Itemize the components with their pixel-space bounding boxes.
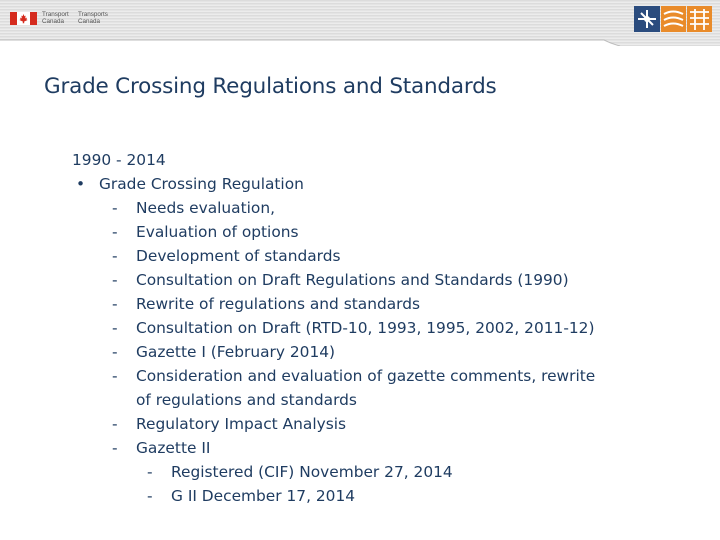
- list-item: Gazette II: [136, 439, 211, 457]
- list-dash: -: [112, 247, 118, 265]
- list-dash: -: [112, 199, 118, 217]
- canada-flag-icon: [10, 12, 37, 25]
- list-dash: -: [112, 343, 118, 361]
- bullet-text: Grade Crossing Regulation: [99, 175, 304, 193]
- list-item-continuation: of regulations and standards: [136, 391, 357, 409]
- list-dash: -: [112, 439, 118, 457]
- list-item: Evaluation of options: [136, 223, 299, 241]
- list-item: Consultation on Draft (RTD-10, 1993, 1995, 2002, 2011-12): [136, 319, 595, 337]
- sublist-dash: -: [147, 463, 153, 481]
- list-item: Consultation on Draft Regulations and Standards (1990): [136, 271, 569, 289]
- list-item: Needs evaluation,: [136, 199, 275, 217]
- list-item: Regulatory Impact Analysis: [136, 415, 347, 433]
- department-name-en: Transport Canada: [42, 11, 69, 26]
- list-dash: -: [112, 319, 118, 337]
- header-banner: [0, 0, 720, 46]
- list-dash: -: [112, 367, 118, 385]
- header-band: [0, 0, 720, 46]
- list-dash: -: [112, 223, 118, 241]
- sublist-item: Registered (CIF) November 27, 2014: [171, 463, 453, 481]
- period-label: 1990 - 2014: [72, 151, 166, 169]
- slide-title: Grade Crossing Regulations and Standards: [44, 74, 497, 99]
- list-item: Gazette I (February 2014): [136, 343, 336, 361]
- sublist-item: G II December 17, 2014: [171, 487, 356, 505]
- list-item: Development of standards: [136, 247, 341, 265]
- list-item: Rewrite of regulations and standards: [136, 295, 420, 313]
- list-dash: -: [112, 271, 118, 289]
- department-name-fr: Transports Canada: [78, 11, 108, 26]
- transport-modes-icon: [634, 6, 712, 32]
- bullet-marker: •: [76, 175, 86, 193]
- sublist-dash: -: [147, 487, 153, 505]
- list-dash: -: [112, 295, 118, 313]
- list-dash: -: [112, 415, 118, 433]
- list-item: Consideration and evaluation of gazette comments, rewrite: [136, 367, 596, 385]
